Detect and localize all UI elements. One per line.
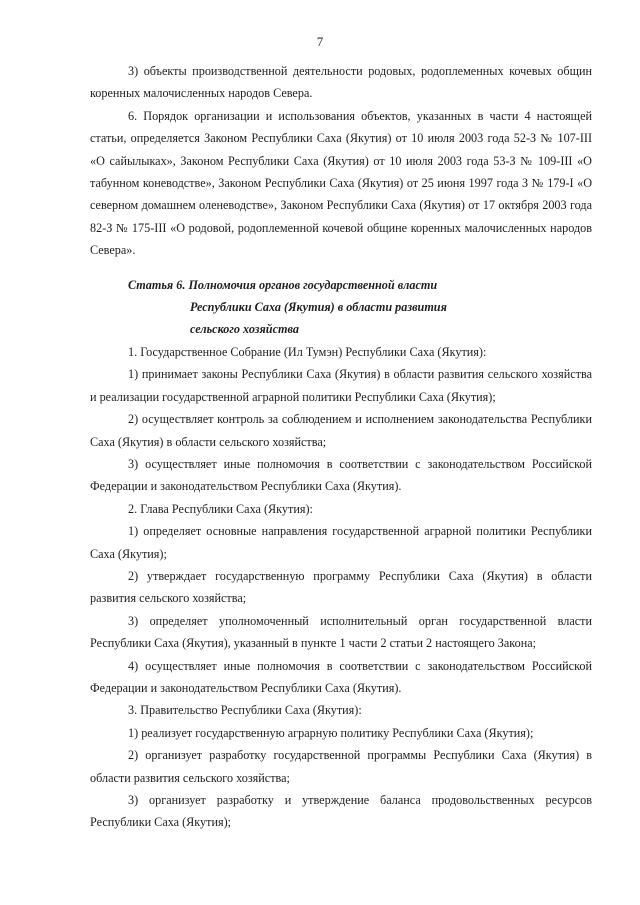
paragraph: 1) принимает законы Республики Саха (Якутия) в области развития сельского хозяйства и реализации государственной аграрной политики Республики Саха (Якутия); <box>90 367 592 404</box>
paragraph: 2) осуществляет контроль за соблюдением и исполнением законодательства Республики Саха (Якутия) в области сельского хозяйства; <box>90 412 592 449</box>
paragraph: 2) утверждает государственную программу Республики Саха (Якутия) в области развития сельского хозяйства; <box>90 568 592 606</box>
paragraph: 2) организует разработку государственной программы Республики Саха (Якутия) в области развития сельского хозяйства; <box>90 748 592 785</box>
document-body <box>90 60 592 834</box>
paragraph: 6. Порядок организации и использования объектов, указанных в части 4 настоящей статьи, определяется Законом Республики Саха (Якутия) от 10 июля 2003 года 52-З № 107-III «О сайылыках», Законом Республики Саха (Якутия) от 10 июля 2003 года 53-З № 109-III «О табунном коневодстве», Законом Республики Саха (Якутия) от 25 июня 1997 года З № 179-I «О северном домашнем оленеводстве», Законом Республики Саха (Якутия) от 17 октября 2003 года 82-З № 175-III «О родовой, родоплеменной кочевой общине коренных малочисленных народов Севера». <box>90 108 592 258</box>
paragraph: 1. Государственное Собрание (Ил Тумэн) Республики Саха (Якутия): <box>128 344 487 359</box>
paragraph: 3) объекты производственной деятельности родовых, родоплеменных кочевых общин коренных малочисленных народов Севера. <box>90 64 592 101</box>
article-heading-line: Республики Саха (Якутия) в области развития <box>190 300 447 315</box>
article-heading-line: Статья 6. Полномочия органов государственной власти <box>128 277 438 292</box>
article-heading <box>90 274 592 341</box>
paragraph: 3) определяет уполномоченный исполнительный орган государственной власти Республики Саха (Якутия), указанный в пункте 1 части 2 статьи 2 настоящего Закона; <box>90 613 592 651</box>
paragraph: 4) осуществляет иные полномочия в соответствии с законодательством Российской Федерации и законодательством Республики Саха (Якутия). <box>90 658 592 695</box>
paragraph: 3. Правительство Республики Саха (Якутия): <box>128 703 362 718</box>
paragraph: 1) определяет основные направления государственной аграрной политики Республики Саха (Якутия); <box>90 524 592 561</box>
paragraph: 3) организует разработку и утверждение баланса продовольственных ресурсов Республики Саха (Якутия); <box>90 793 592 830</box>
paragraph: 1) реализует государственную аграрную политику Республики Саха (Якутия); <box>128 725 534 740</box>
paragraph: 3) осуществляет иные полномочия в соответствии с законодательством Российской Федерации и законодательством Республики Саха (Якутия). <box>90 456 592 494</box>
article-heading-line: сельского хозяйства <box>190 322 299 337</box>
spacer <box>90 262 592 274</box>
page-number: 7 <box>316 34 324 49</box>
paragraph: 2. Глава Республики Саха (Якутия): <box>128 501 313 516</box>
